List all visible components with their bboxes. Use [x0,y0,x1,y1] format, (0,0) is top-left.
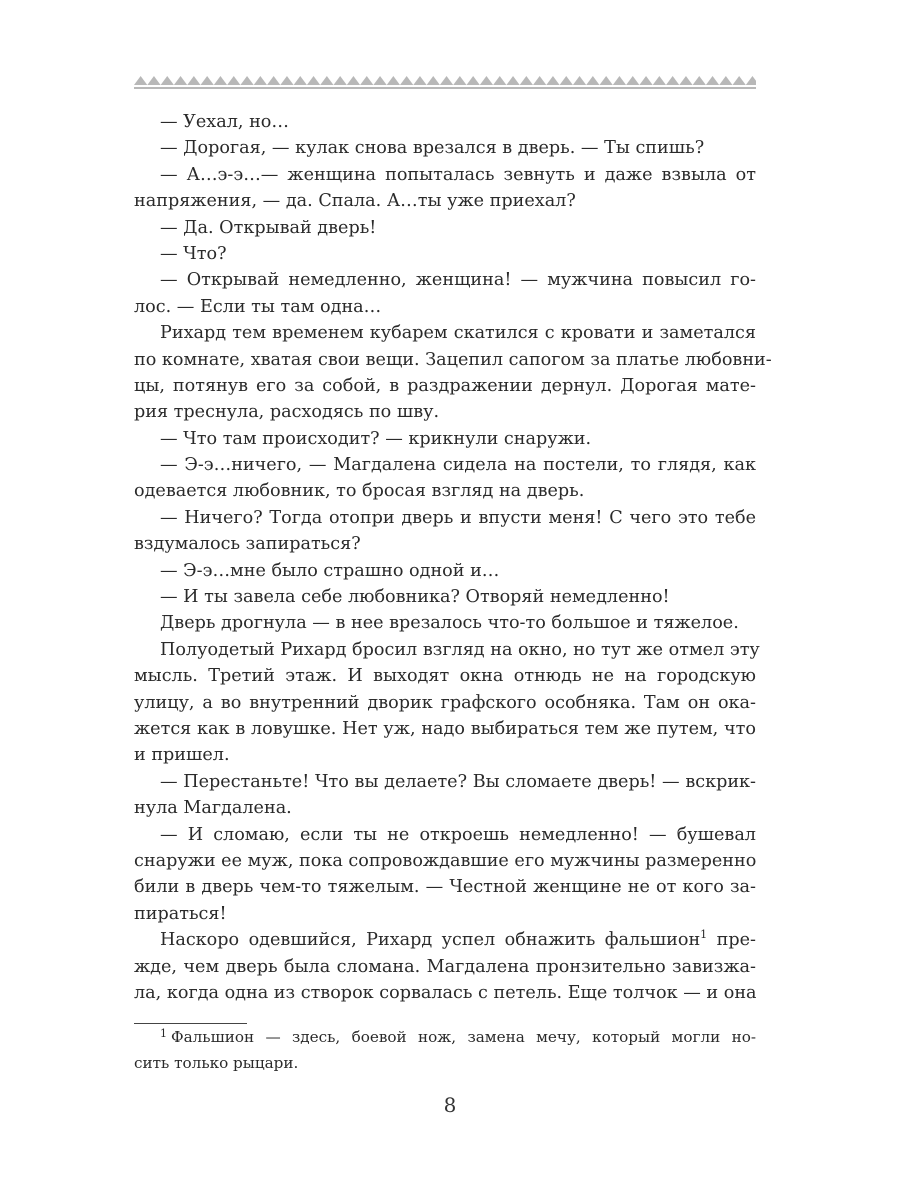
text-line: и пришел. [134,745,230,766]
ornament-triangle [719,76,732,85]
text-line: — Э-э…ничего, — Магдалена сидела на постели, то глядя, как [160,455,756,476]
body-text [134,109,772,1006]
text-line: — Ничего? Тогда отопри дверь и впусти меня! С чего это тебе [160,507,756,528]
text-line: — Что? [160,243,227,264]
ornament-triangle [227,76,240,85]
ornament-triangle [387,76,400,85]
ornament-triangle [493,76,506,85]
ornament-triangle [626,76,639,85]
paragraph [134,426,756,452]
text-line: Наскоро одевшийся, Рихард успел обнажить фальшион$^1$ пре- [160,928,756,951]
ornament-triangle [134,76,147,85]
ornament-triangle [347,76,360,85]
paragraph [134,558,756,584]
text-line: — Перестаньте! Что вы делаете? Вы сломаете дверь! — вскрик- [160,771,756,792]
paragraph [134,769,756,822]
paragraph [134,505,756,558]
paragraph [134,215,756,241]
ornament-triangle [254,76,267,85]
ornament-triangle [294,76,307,85]
ornament-triangle [440,76,453,85]
text-line: Дверь дрогнула — в нее врезалось что-то большое и тяжелое. [160,613,739,634]
text-line: цы, потянув его за собой, в раздражении дернул. Дорогая мате- [134,375,756,396]
ornament-triangle [600,76,613,85]
ornament-triangle [679,76,692,85]
text-line: — Что там происходит? — крикнули снаружи. [160,428,592,449]
ornament-triangle [214,76,227,85]
text-line: — Открывай немедленно, женщина! — мужчина повысил го- [160,270,756,291]
paragraph [134,610,756,636]
footnote-line: сить только рыцари. [134,1054,299,1073]
ornament-triangle [427,76,440,85]
ornament-triangle [639,76,652,85]
paragraph [134,452,756,505]
ornament-triangle [360,76,373,85]
ornament-triangle [453,76,466,85]
ornament-triangle [267,76,280,85]
ornament-triangle [187,76,200,85]
text-line: снаружи ее муж, пока сопровождавшие его мужчины размеренно [134,850,757,871]
ornament-triangle [467,76,480,85]
text-line: лос. — Если ты там одна… [134,296,382,317]
paragraph [134,109,756,135]
ornament-triangle [480,76,493,85]
text-line: Рихард тем временем кубарем скатился с кровати и заметался [160,323,756,344]
footnote-mark: 1 [160,1027,167,1040]
header-ornament [134,73,756,93]
text-line: по комнате, хватая свои вещи. Зацепил сапогом за платье любовни- [134,349,772,370]
ornament-triangle [280,76,293,85]
paragraph [134,822,756,928]
paragraph [134,267,756,320]
ornament-triangle [653,76,666,85]
text-line: нула Магдалена. [134,798,292,819]
ornament-triangle [693,76,706,85]
text-line: — А…э-э…— женщина попыталась зевнуть и даже взвыла от [160,164,756,185]
ornament-triangle [546,76,559,85]
ornament-triangle [706,76,719,85]
ornament-triangle [573,76,586,85]
ornament-triangle [161,76,174,85]
text-line: Полуодетый Рихард бросил взгляд на окно, но тут же отмел эту [160,639,760,660]
text-line: — Дорогая, — кулак снова врезался в дверь. — Ты спишь? [160,138,705,159]
text-line: били в дверь чем-то тяжелым. — Честной женщине не от кого за- [134,877,756,898]
ornament-triangle [400,76,413,85]
paragraph [134,584,756,610]
footnote-reference[interactable]: 1 [700,928,708,942]
ornament-triangle [201,76,214,85]
text-line: жде, чем дверь была сломана. Магдалена пронзительно завизжа- [134,956,756,977]
text-line: вздумалось запираться? [134,534,361,555]
ornament-triangle [307,76,320,85]
text-line: пираться! [134,903,227,924]
text-line: — И ты завела себе любовника? Отворяй немедленно! [160,587,670,608]
page-number: 8 [443,1093,457,1117]
ornament-triangle [334,76,347,85]
ornament-triangle [373,76,386,85]
ornament-triangle [320,76,333,85]
text-line: улицу, а во внутренний дворик графского особняка. Там он ока- [134,692,756,713]
text-line: — Уехал, но… [160,112,289,132]
text-line: жется как в ловушке. Нет уж, надо выбираться тем же путем, что [134,718,756,739]
text-line: — И сломаю, если ты не откроешь немедленно! — бушевал [160,824,756,845]
text-line: — Да. Открывай дверь! [160,217,377,238]
paragraph [134,320,772,426]
footnote-divider [134,1023,247,1024]
paragraph [134,162,756,215]
ornament-triangle [533,76,546,85]
ornament-triangle [746,76,756,85]
ornament-triangle [413,76,426,85]
text-line: — Э-э…мне было страшно одной и… [160,560,500,581]
footnote-line: $^1$ Фальшион — здесь, боевой нож, замена мечу, который могли но- [160,1027,756,1046]
footnote [134,1025,756,1078]
text-line: напряжения, — да. Спала. А…ты уже приехал? [134,191,576,212]
text-line: мысль. Третий этаж. И выходят окна отнюдь не на городскую [134,666,756,687]
paragraph [134,135,756,161]
ornament-triangle [174,76,187,85]
text-line: ла, когда одна из створок сорвалась с петель. Еще толчок — и она [134,982,757,1003]
ornament-triangle [733,76,746,85]
ornament-triangle [506,76,519,85]
ornament-triangle [240,76,253,85]
ornament-triangle [666,76,679,85]
ornament-triangle [560,76,573,85]
text-line: одевается любовник, то бросая взгляд на дверь. [134,481,585,502]
ornament-triangle [586,76,599,85]
ornament-triangle [520,76,533,85]
ornament-triangle [147,76,160,85]
paragraph [134,241,756,267]
paragraph [134,637,760,769]
text-line: рия треснула, расходясь по шву. [134,402,440,423]
paragraph [134,927,756,1006]
ornament-triangle [613,76,626,85]
